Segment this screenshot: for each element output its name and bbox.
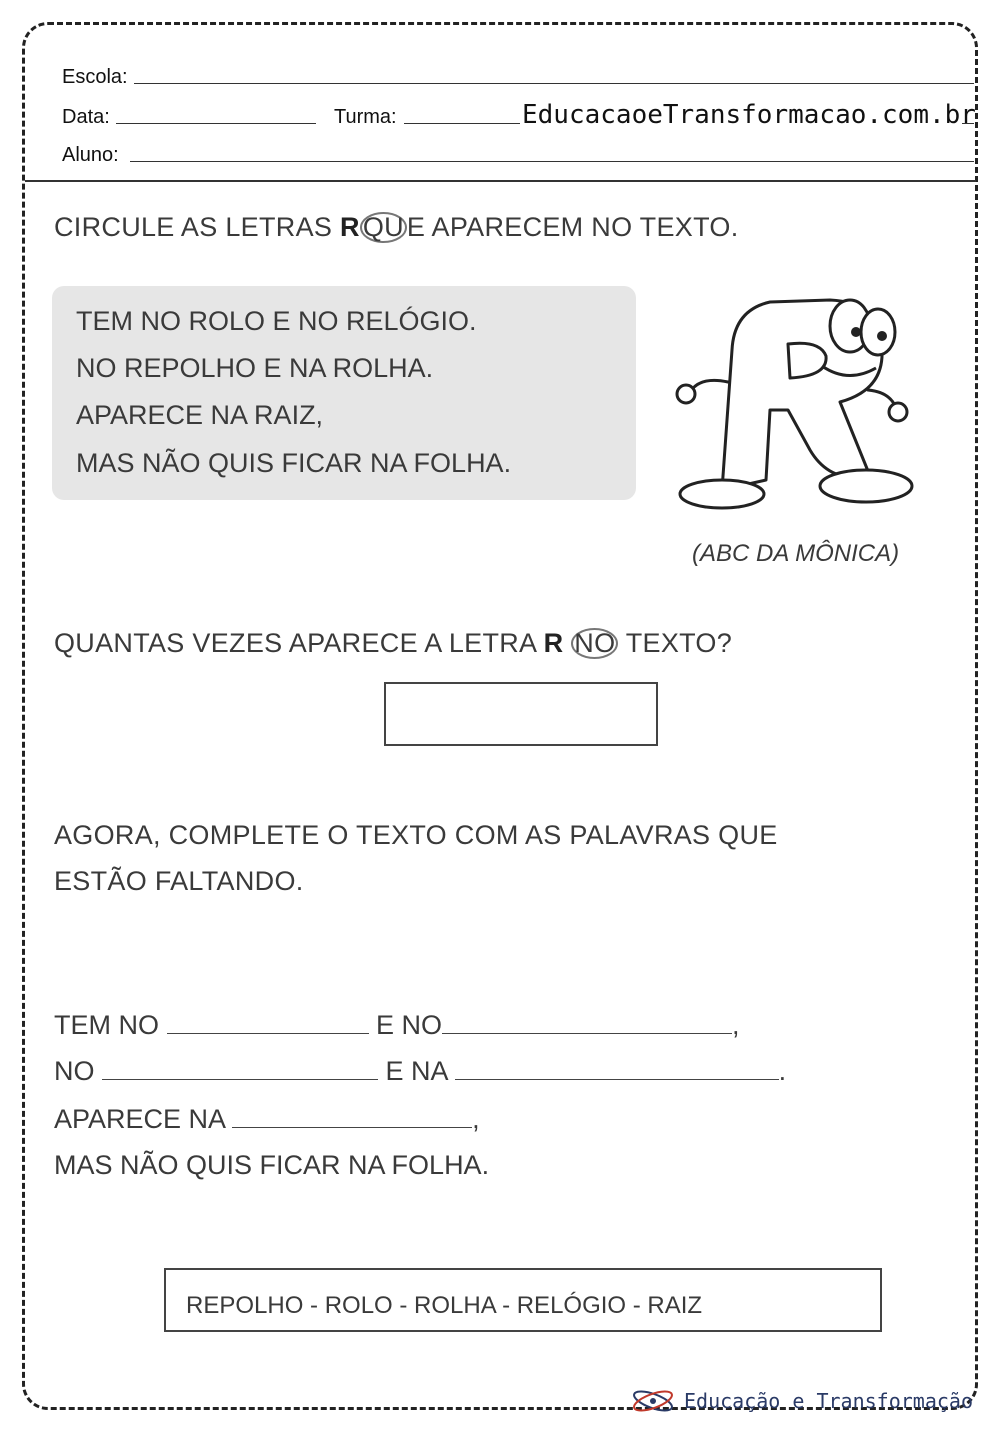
turma-label: Turma: (334, 106, 397, 128)
circled-word: NO (571, 628, 618, 659)
answer-box[interactable] (384, 682, 658, 746)
fill-line-2 (54, 1056, 786, 1087)
fill-line-4: MAS NÃO QUIS FICAR NA FOLHA. (54, 1150, 490, 1180)
instruction-circle-text: CIRCULE AS LETRAS (54, 212, 340, 242)
poem-line: MAS NÃO QUIS FICAR NA FOLHA. (76, 448, 512, 478)
blank-field[interactable] (102, 1057, 378, 1080)
illustration-caption: (ABC DA MÔNICA) (692, 540, 900, 567)
letter-r: R (340, 212, 360, 242)
fill-punct: , (472, 1104, 480, 1134)
blank-field[interactable] (442, 1011, 732, 1034)
footer-logo (630, 1386, 973, 1416)
atom-logo-icon (630, 1386, 676, 1416)
blank-field[interactable] (232, 1105, 472, 1128)
question-text: QUANTAS VEZES APARECE A LETRA (54, 628, 544, 658)
blank-field[interactable] (167, 1011, 369, 1034)
instruction-complete-line2: ESTÃO FALTANDO. (54, 866, 304, 896)
question-text-end: TEXTO? (618, 628, 733, 658)
escola-field[interactable] (134, 83, 974, 84)
instruction-circle-text-end: E APARECEM NO TEXTO. (406, 212, 739, 242)
poem-box (52, 286, 636, 500)
footer-text: Educação e Transformação (684, 1389, 973, 1413)
letter-r: R (543, 628, 564, 658)
word-bank: REPOLHO - ROLO - ROLHA - RELÓGIO - RAIZ (186, 1292, 703, 1319)
fill-line-3 (54, 1104, 480, 1135)
fill-text: NO (54, 1056, 95, 1086)
aluno-field[interactable] (130, 161, 974, 162)
circled-letters: QU (360, 212, 407, 243)
instruction-circle (54, 212, 739, 243)
fill-text: APARECE NA (54, 1104, 225, 1134)
poem-line: NO REPOLHO E NA ROLHA. (76, 353, 434, 383)
turma-field-end (962, 123, 974, 124)
instruction-complete-line1: AGORA, COMPLETE O TEXTO COM AS PALAVRAS QUE (54, 820, 778, 850)
fill-line-1 (54, 1010, 740, 1041)
header-separator (25, 180, 976, 182)
fill-punct: . (778, 1056, 787, 1086)
blank-field[interactable] (455, 1057, 779, 1080)
data-field[interactable] (116, 123, 316, 124)
data-label: Data: (62, 106, 110, 128)
word-bank-box (164, 1268, 882, 1332)
escola-label: Escola: (62, 66, 128, 88)
poem-line: TEM NO ROLO E NO RELÓGIO. (76, 306, 477, 336)
letter-r-character-illustration (670, 280, 920, 520)
fill-punct: , (732, 1010, 740, 1040)
poem-line: APARECE NA RAIZ, (76, 400, 324, 430)
fill-text: TEM NO (54, 1010, 159, 1040)
turma-field[interactable] (404, 123, 520, 124)
question-how-many (54, 628, 732, 659)
site-watermark: EducacaoeTransformacao.com.br (522, 100, 976, 130)
fill-text: E NO (376, 1010, 443, 1040)
aluno-label: Aluno: (62, 144, 119, 166)
fill-text: E NA (385, 1056, 448, 1086)
